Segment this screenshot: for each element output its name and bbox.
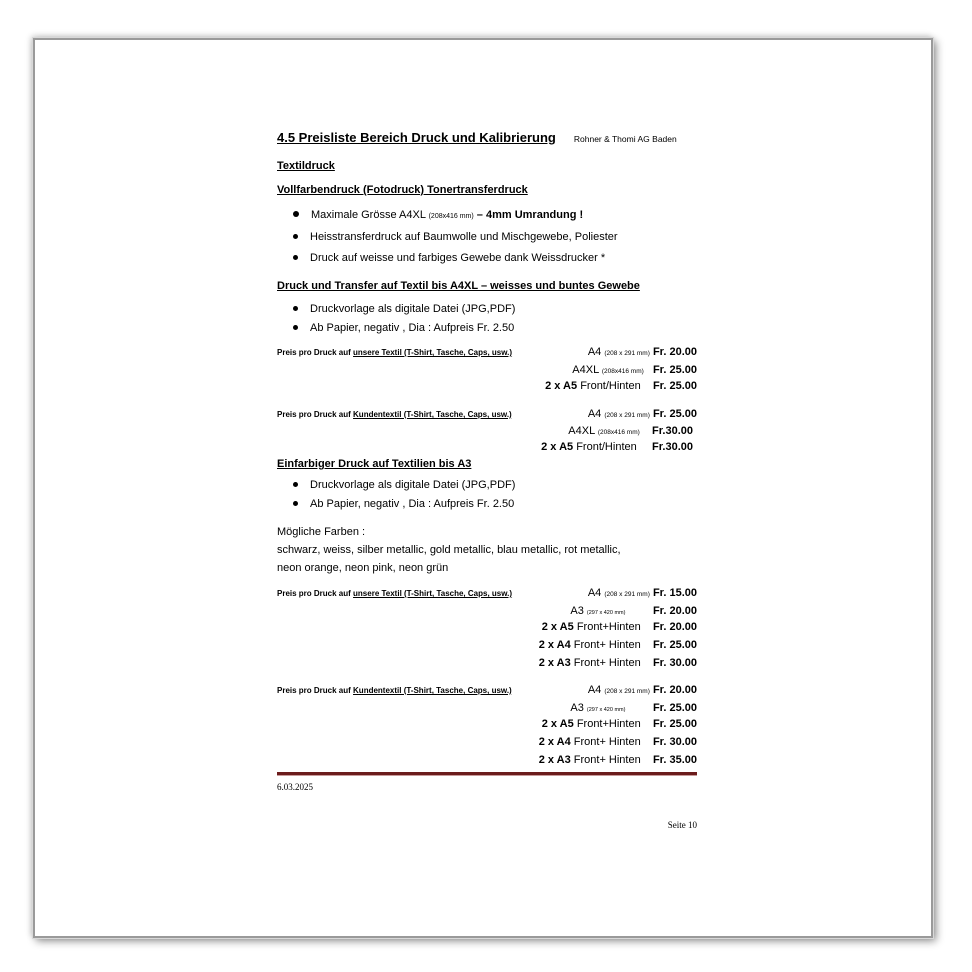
bullet-max-size: [293, 209, 583, 222]
bullet-text: Druck auf weisse und farbiges Gewebe dank Weissdrucker *: [310, 252, 606, 264]
size-note: (208x416 mm): [428, 213, 474, 220]
price-row-unsere-a4: [277, 346, 697, 360]
price-line: A3 (297 x 420 mm) Fr. 25.00: [570, 702, 697, 714]
farben-line-1: schwarz, weiss, silber metallic, gold metallic, blau metallic, rot metallic,: [277, 544, 621, 556]
bullet-aufpreis: [293, 322, 514, 335]
price-line: A4XL (208x416 mm) Fr.30.00: [568, 425, 693, 437]
bullet-druckvorlage: [293, 303, 515, 316]
price-line: 2 x A5 Front+Hinten Fr. 20.00: [541, 621, 697, 633]
price-line: 2 x A4 Front+ Hinten Fr. 30.00: [538, 736, 697, 748]
section-heading-druck-transfer: Druck und Transfer auf Textil bis A4XL – weisses und buntes Gewebe: [277, 280, 640, 292]
price-row-kunden-a4: [277, 408, 697, 422]
preis-label: Preis pro Druck auf unsere Textil (T-Shirt, Tasche, Caps, usw.): [277, 348, 513, 357]
price-line: A4XL (208x416 mm) Fr. 25.00: [572, 364, 697, 376]
section-subheading-vollfarbendruck: Vollfarbendruck (Fotodruck) Tonertransferdruck: [277, 184, 528, 196]
bullet-icon: [293, 234, 298, 239]
title-row: [277, 130, 697, 147]
price-row-unsere-einfarbig-a4: [277, 587, 697, 601]
bullet-icon: [293, 306, 298, 311]
bullet-text: Ab Papier, negativ , Dia : Aufpreis Fr. 2.50: [310, 498, 515, 510]
preis-label: Preis pro Druck auf Kundentextil (T-Shirt, Tasche, Caps, usw.): [277, 410, 512, 419]
price-line: 2 x A3 Front+ Hinten Fr. 35.00: [538, 754, 697, 766]
section-heading-textildruck: Textildruck: [277, 160, 335, 172]
price-row-kunden-einfarbig-a4: [277, 684, 697, 698]
bullet-text: Ab Papier, negativ , Dia : Aufpreis Fr. 2.50: [310, 322, 515, 334]
page-title: 4.5 Preisliste Bereich Druck und Kalibrierung: [277, 130, 556, 145]
price-line: A4 (208 x 291 mm) Fr. 15.00: [587, 587, 697, 599]
bullet-icon: [293, 255, 298, 260]
bullet-icon: [293, 501, 298, 506]
farben-label: Mögliche Farben :: [277, 526, 366, 538]
company-name: Rohner & Thomi AG Baden: [573, 134, 677, 144]
price-line: A4 (208 x 291 mm) Fr. 20.00: [587, 684, 697, 696]
footer-date: 6.03.2025: [277, 782, 313, 792]
price-line: A4 (208 x 291 mm) Fr. 20.00: [587, 346, 697, 358]
farben-line-2: neon orange, neon pink, neon grün: [277, 562, 449, 574]
section-heading-einfarbig: Einfarbiger Druck auf Textilien bis A3: [277, 458, 472, 470]
bullet-weissdrucker: [293, 252, 605, 265]
price-line: 2 x A5 Front/Hinten Fr. 25.00: [545, 380, 697, 392]
bullet-heisstransfer: [293, 231, 618, 244]
bullet-icon: [293, 482, 298, 487]
footer-page-number: Seite 10: [667, 820, 697, 830]
document-page: [33, 38, 933, 938]
bullet-emphasis: – 4mm Umrandung !: [473, 209, 584, 221]
bullet-icon: [293, 325, 298, 330]
price-line: A4 (208 x 291 mm) Fr. 25.00: [587, 408, 697, 420]
footer-divider: [277, 772, 697, 776]
price-line: 2 x A4 Front+ Hinten Fr. 25.00: [538, 639, 697, 651]
price-line: 2 x A5 Front/Hinten Fr.30.00: [541, 441, 693, 453]
bullet-text: Heisstransferdruck auf Baumwolle und Mischgewebe, Poliester: [310, 231, 618, 243]
bullet-text: Maximale Grösse A4XL: [311, 209, 429, 221]
bullet-icon: [293, 211, 299, 217]
preis-label: Preis pro Druck auf Kundentextil (T-Shirt, Tasche, Caps, usw.): [277, 686, 512, 695]
preis-label: Preis pro Druck auf unsere Textil (T-Shirt, Tasche, Caps, usw.): [277, 589, 513, 598]
price-line: 2 x A3 Front+ Hinten Fr. 30.00: [538, 657, 697, 669]
bullet-text: Druckvorlage als digitale Datei (JPG,PDF): [310, 479, 516, 491]
bullet-aufpreis-2: [293, 498, 514, 511]
bullet-druckvorlage-2: [293, 479, 515, 492]
price-line: A3 (297 x 420 mm) Fr. 20.00: [570, 605, 697, 617]
bullet-text: Druckvorlage als digitale Datei (JPG,PDF): [310, 303, 516, 315]
price-line: 2 x A5 Front+Hinten Fr. 25.00: [541, 718, 697, 730]
